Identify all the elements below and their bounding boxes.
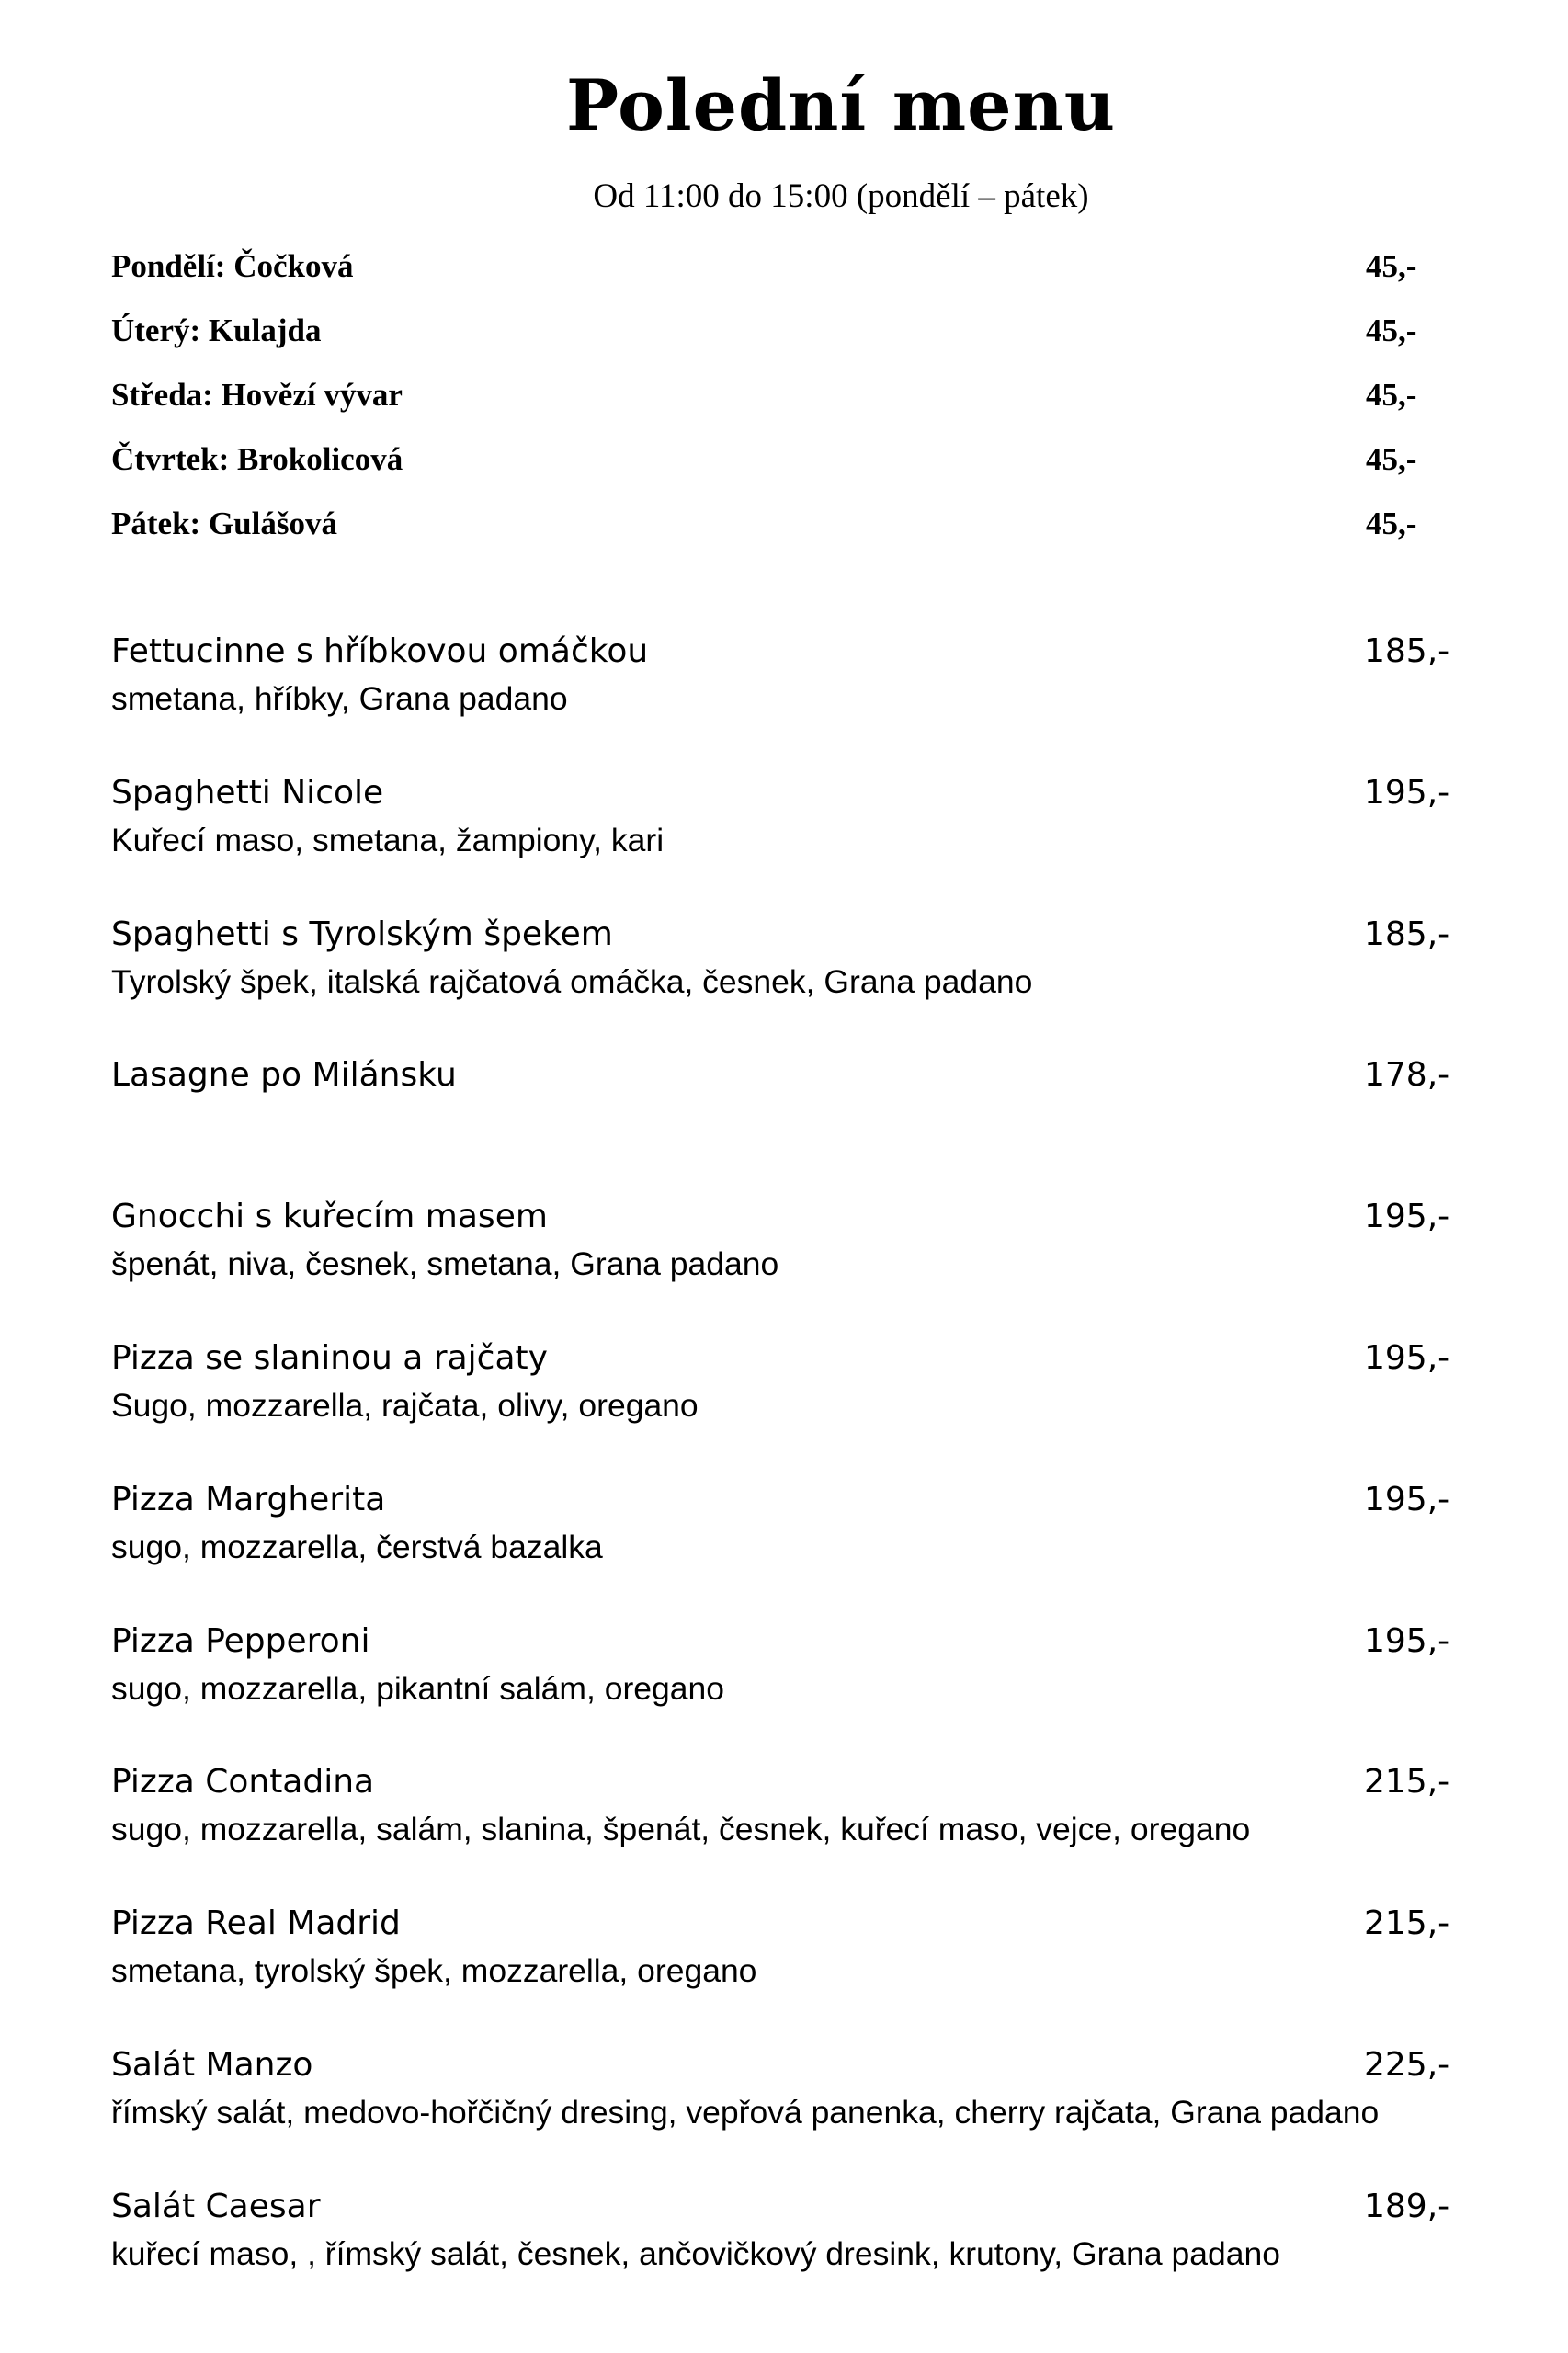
soup-label: Čtvrtek: Brokolicová: [111, 441, 403, 477]
dish-item: [111, 1904, 1471, 2046]
dish-name: Salát Caesar: [111, 2187, 321, 2225]
dish-price: 195,-: [1364, 1621, 1450, 1660]
soup-row: [111, 371, 1416, 436]
dish-item: [111, 632, 1471, 774]
dish-price: 185,-: [1364, 632, 1450, 670]
dish-description: smetana, hříbky, Grana padano: [111, 680, 568, 717]
dish-description: Tyrolský špek, italská rajčatová omáčka, česnek, Grana padano: [111, 962, 1033, 1000]
opening-hours: Od 11:00 do 15:00 (pondělí – pátek): [593, 177, 1089, 215]
soup-label: Středa: Hovězí vývar: [111, 377, 403, 413]
dish-price: 189,-: [1364, 2187, 1450, 2225]
dish-price: 185,-: [1364, 915, 1450, 953]
soup-price: 45,-: [1366, 506, 1417, 541]
soup-list: [111, 243, 1416, 564]
dish-description: smetana, tyrolský špek, mozzarella, oregano: [111, 1952, 757, 1990]
dish-item: [111, 2046, 1471, 2188]
soup-price: 45,-: [1366, 377, 1417, 413]
dish-price: 215,-: [1364, 1763, 1450, 1802]
dish-description: špenát, niva, česnek, smetana, Grana padano: [111, 1245, 779, 1283]
soup-price: 45,-: [1366, 441, 1417, 477]
soup-row: [111, 500, 1416, 564]
dish-item: [111, 1339, 1471, 1481]
dish-description: Sugo, mozzarella, rajčata, olivy, oregano: [111, 1386, 699, 1424]
dish-name: Pizza Pepperoni: [111, 1621, 370, 1660]
dish-name: Pizza Real Madrid: [111, 1904, 401, 1943]
dish-item: [111, 774, 1471, 915]
dish-name: Lasagne po Milánsku: [111, 1056, 457, 1095]
dish-item: [111, 2188, 1471, 2329]
dish-price: 195,-: [1364, 773, 1450, 812]
dish-item: [111, 1198, 1471, 1339]
dish-name: Salát Manzo: [111, 2045, 313, 2084]
soup-row: [111, 307, 1416, 371]
dish-list: [111, 632, 1471, 2329]
dish-name: Spaghetti s Tyrolským špekem: [111, 915, 613, 953]
dish-name: Fettucinne s hříbkovou omáčkou: [111, 632, 649, 670]
soup-row: [111, 436, 1416, 500]
soup-row: [111, 243, 1416, 307]
soup-price: 45,-: [1366, 313, 1417, 348]
dish-description: sugo, mozzarella, čerstvá bazalka: [111, 1528, 603, 1565]
dish-description: sugo, mozzarella, salám, slanina, špenát, česnek, kuřecí maso, vejce, oregano: [111, 1811, 1251, 1848]
dish-price: 225,-: [1364, 2045, 1450, 2084]
dish-name: Spaghetti Nicole: [111, 773, 384, 812]
dish-price: 195,-: [1364, 1338, 1450, 1377]
soup-label: Úterý: Kulajda: [111, 313, 322, 348]
dish-name: Gnocchi s kuřecím masem: [111, 1198, 548, 1236]
page-title: Polední menu: [565, 64, 1117, 146]
dish-description: římský salát, medovo-hořčičný dresing, vepřová panenka, cherry rajčata, Grana padano: [111, 2093, 1380, 2131]
dish-name: Pizza Margherita: [111, 1480, 386, 1518]
soup-label: Pátek: Gulášová: [111, 506, 337, 541]
dish-name: Pizza se slaninou a rajčaty: [111, 1338, 548, 1377]
dish-description: sugo, mozzarella, pikantní salám, oregano: [111, 1669, 724, 1707]
dish-item: [111, 1622, 1471, 1764]
dish-description: kuřecí maso, , římský salát, česnek, ančovičkový dresink, krutony, Grana padano: [111, 2234, 1280, 2272]
soup-price: 45,-: [1366, 248, 1417, 284]
dish-name: Pizza Contadina: [111, 1763, 375, 1802]
dish-price: 178,-: [1364, 1056, 1450, 1095]
soup-label: Pondělí: Čočková: [111, 248, 354, 284]
dish-item: [111, 1056, 1471, 1198]
dish-description: Kuřecí maso, smetana, žampiony, kari: [111, 821, 665, 858]
dish-item: [111, 1763, 1471, 1904]
dish-item: [111, 1481, 1471, 1622]
dish-price: 195,-: [1364, 1480, 1450, 1518]
dish-item: [111, 915, 1471, 1057]
dish-price: 215,-: [1364, 1904, 1450, 1943]
dish-price: 195,-: [1364, 1198, 1450, 1236]
